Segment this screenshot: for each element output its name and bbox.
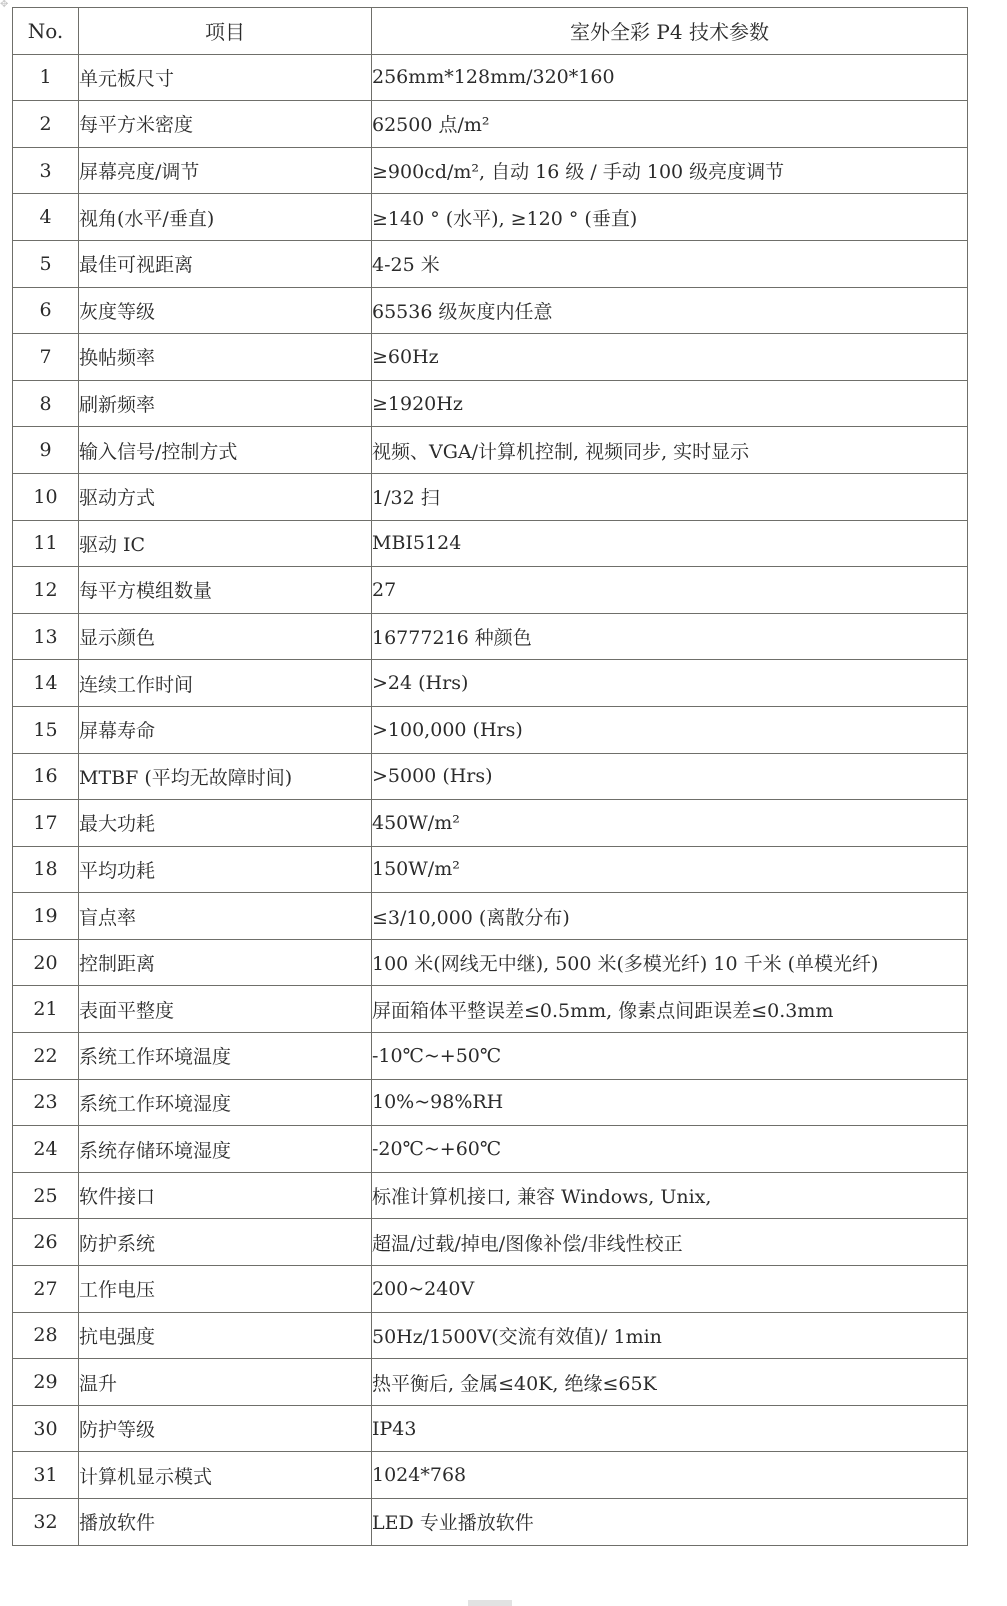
row-item: 换帖频率 [79, 334, 372, 381]
table-row [13, 1405, 968, 1452]
row-number: 13 [13, 613, 79, 660]
row-value: 标准计算机接口, 兼容 Windows, Unix, [372, 1172, 968, 1219]
row-item: 平均功耗 [79, 846, 372, 893]
row-item: 计算机显示模式 [79, 1452, 372, 1499]
table-row [13, 800, 968, 847]
row-value: 10%~98%RH [372, 1079, 968, 1126]
table-row [13, 986, 968, 1033]
row-value: 200~240V [372, 1266, 968, 1313]
row-value: 450W/m² [372, 800, 968, 847]
table-row [13, 334, 968, 381]
row-number: 32 [13, 1499, 79, 1546]
row-value: 4-25 米 [372, 240, 968, 287]
row-item: 视角(水平/垂直) [79, 194, 372, 241]
table-body [13, 54, 968, 1545]
table-row [13, 1359, 968, 1406]
row-value: 256mm*128mm/320*160 [372, 54, 968, 101]
row-number: 21 [13, 986, 79, 1033]
row-number: 24 [13, 1126, 79, 1173]
row-item: 屏幕寿命 [79, 706, 372, 753]
row-value: >100,000 (Hrs) [372, 706, 968, 753]
row-number: 14 [13, 660, 79, 707]
row-value: ≥60Hz [372, 334, 968, 381]
table-row [13, 660, 968, 707]
row-number: 8 [13, 380, 79, 427]
header-value: 室外全彩 P4 技术参数 [372, 8, 968, 55]
table-row [13, 939, 968, 986]
row-item: 屏幕亮度/调节 [79, 147, 372, 194]
row-item: 工作电压 [79, 1266, 372, 1313]
row-number: 20 [13, 939, 79, 986]
table-row [13, 287, 968, 334]
row-item: 控制距离 [79, 939, 372, 986]
row-number: 3 [13, 147, 79, 194]
table-row [13, 567, 968, 614]
table-row [13, 1033, 968, 1080]
row-item: 系统存储环境湿度 [79, 1126, 372, 1173]
row-item: 驱动 IC [79, 520, 372, 567]
row-item: 刷新频率 [79, 380, 372, 427]
row-value: 16777216 种颜色 [372, 613, 968, 660]
row-value: 热平衡后, 金属≤40K, 绝缘≤65K [372, 1359, 968, 1406]
table-row [13, 893, 968, 940]
row-number: 4 [13, 194, 79, 241]
row-value: -10℃~+50℃ [372, 1033, 968, 1080]
row-value: ≥1920Hz [372, 380, 968, 427]
header-no: No. [13, 8, 79, 55]
row-number: 22 [13, 1033, 79, 1080]
row-item: 防护系统 [79, 1219, 372, 1266]
row-number: 27 [13, 1266, 79, 1313]
table-row [13, 194, 968, 241]
row-item: 灰度等级 [79, 287, 372, 334]
row-item: 防护等级 [79, 1405, 372, 1452]
table-row [13, 427, 968, 474]
row-number: 28 [13, 1312, 79, 1359]
row-number: 18 [13, 846, 79, 893]
row-number: 30 [13, 1405, 79, 1452]
row-value: 超温/过载/掉电/图像补偿/非线性校正 [372, 1219, 968, 1266]
row-item: 每平方米密度 [79, 101, 372, 148]
row-item: 显示颜色 [79, 613, 372, 660]
spec-table [12, 7, 968, 1546]
table-row [13, 520, 968, 567]
row-number: 19 [13, 893, 79, 940]
row-value: IP43 [372, 1405, 968, 1452]
row-item: 最佳可视距离 [79, 240, 372, 287]
row-number: 6 [13, 287, 79, 334]
row-number: 12 [13, 567, 79, 614]
row-item: 抗电强度 [79, 1312, 372, 1359]
table-row [13, 613, 968, 660]
row-item: MTBF (平均无故障时间) [79, 753, 372, 800]
row-value: 62500 点/m² [372, 101, 968, 148]
row-item: 输入信号/控制方式 [79, 427, 372, 474]
row-number: 29 [13, 1359, 79, 1406]
row-value: >24 (Hrs) [372, 660, 968, 707]
table-row [13, 101, 968, 148]
table-row [13, 54, 968, 101]
row-item: 盲点率 [79, 893, 372, 940]
row-item: 最大功耗 [79, 800, 372, 847]
table-row [13, 473, 968, 520]
table-row [13, 1452, 968, 1499]
row-value: ≥900cd/m², 自动 16 级 / 手动 100 级亮度调节 [372, 147, 968, 194]
row-value: 1024*768 [372, 1452, 968, 1499]
row-number: 5 [13, 240, 79, 287]
row-value: 150W/m² [372, 846, 968, 893]
row-item: 驱动方式 [79, 473, 372, 520]
row-value: 50Hz/1500V(交流有效值)/ 1min [372, 1312, 968, 1359]
table-row [13, 706, 968, 753]
row-number: 17 [13, 800, 79, 847]
table-row [13, 240, 968, 287]
row-value: 65536 级灰度内任意 [372, 287, 968, 334]
row-value: 屏面箱体平整误差≤0.5mm, 像素点间距误差≤0.3mm [372, 986, 968, 1033]
row-item: 单元板尺寸 [79, 54, 372, 101]
table-row [13, 380, 968, 427]
table-row [13, 1079, 968, 1126]
row-value: LED 专业播放软件 [372, 1499, 968, 1546]
row-number: 7 [13, 334, 79, 381]
row-item: 播放软件 [79, 1499, 372, 1546]
table-row [13, 753, 968, 800]
row-number: 26 [13, 1219, 79, 1266]
row-value: 视频、VGA/计算机控制, 视频同步, 实时显示 [372, 427, 968, 474]
row-value: 27 [372, 567, 968, 614]
row-value: ≥140 ° (水平), ≥120 ° (垂直) [372, 194, 968, 241]
row-value: MBI5124 [372, 520, 968, 567]
row-item: 系统工作环境温度 [79, 1033, 372, 1080]
table-row [13, 846, 968, 893]
corner-mark-icon: ✥ [0, 0, 9, 10]
row-item: 软件接口 [79, 1172, 372, 1219]
bottom-edge-mark [468, 1600, 512, 1606]
table-row [13, 1172, 968, 1219]
row-value: 1/32 扫 [372, 473, 968, 520]
row-item: 温升 [79, 1359, 372, 1406]
row-item: 系统工作环境湿度 [79, 1079, 372, 1126]
row-value: ≤3/10,000 (离散分布) [372, 893, 968, 940]
row-number: 2 [13, 101, 79, 148]
row-value: -20℃~+60℃ [372, 1126, 968, 1173]
table-row [13, 1219, 968, 1266]
row-number: 16 [13, 753, 79, 800]
table-row [13, 1266, 968, 1313]
row-number: 9 [13, 427, 79, 474]
table-row [13, 1126, 968, 1173]
header-item: 项目 [79, 8, 372, 55]
row-number: 1 [13, 54, 79, 101]
row-number: 11 [13, 520, 79, 567]
row-value: >5000 (Hrs) [372, 753, 968, 800]
row-number: 23 [13, 1079, 79, 1126]
row-value: 100 米(网线无中继), 500 米(多模光纤) 10 千米 (单模光纤) [372, 939, 968, 986]
table-row [13, 1312, 968, 1359]
table-row [13, 147, 968, 194]
row-number: 15 [13, 706, 79, 753]
row-item: 每平方模组数量 [79, 567, 372, 614]
table-row [13, 1499, 968, 1546]
row-number: 31 [13, 1452, 79, 1499]
row-number: 25 [13, 1172, 79, 1219]
row-item: 连续工作时间 [79, 660, 372, 707]
row-item: 表面平整度 [79, 986, 372, 1033]
table-header-row [13, 8, 968, 55]
row-number: 10 [13, 473, 79, 520]
